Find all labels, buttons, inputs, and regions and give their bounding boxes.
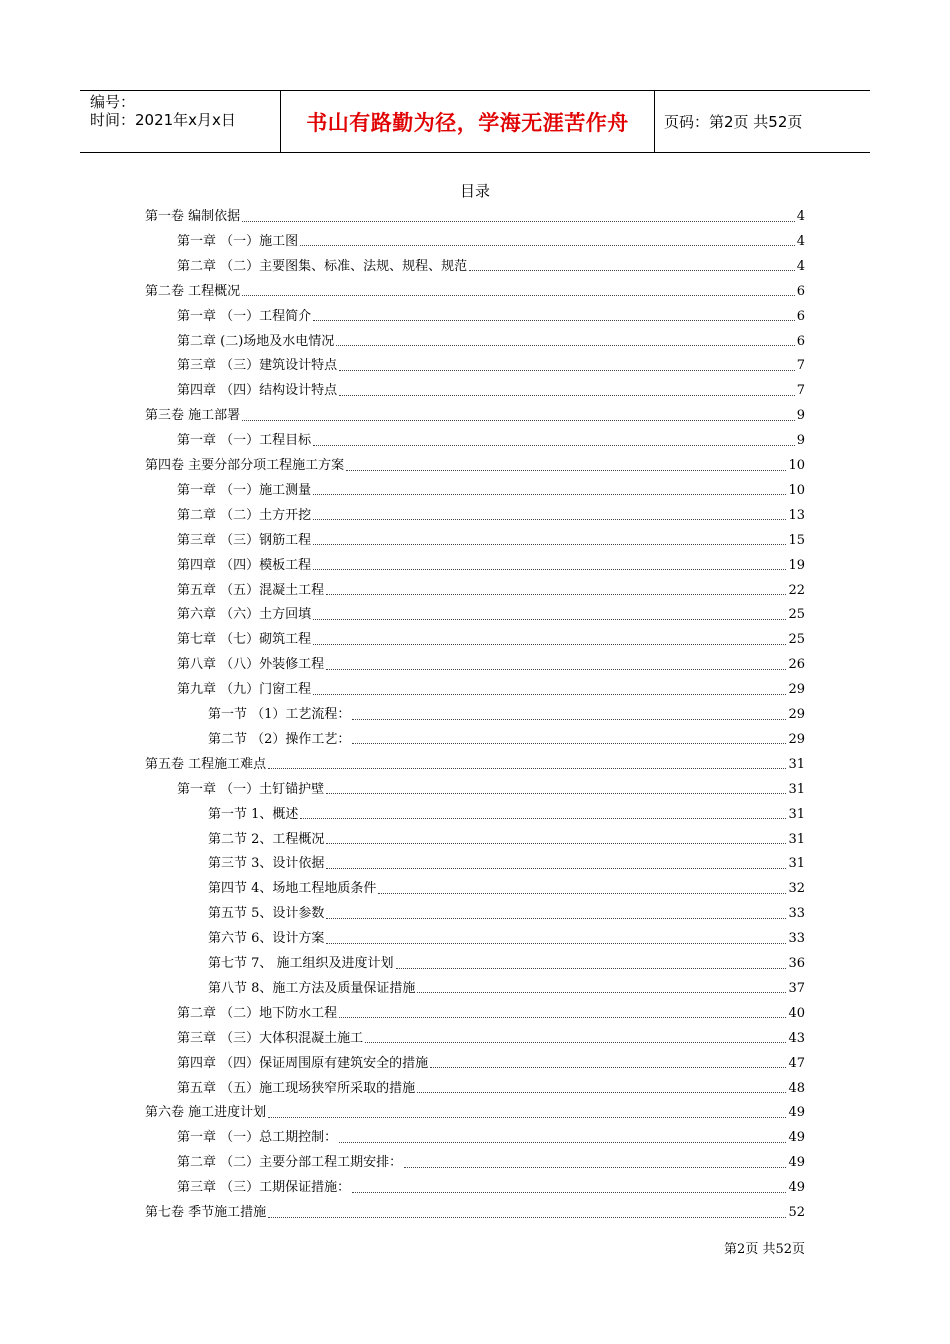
toc-entry-title: 第六卷 施工进度计划 [145, 1105, 267, 1121]
toc-dot-leader [339, 1134, 786, 1143]
toc-dot-leader [339, 1009, 786, 1018]
toc-entry-title: 第一节 （1）工艺流程： [208, 707, 351, 722]
toc-dot-leader [313, 437, 795, 446]
toc-dot-leader [326, 586, 786, 595]
toc-entry[interactable] [145, 1101, 805, 1123]
toc-dot-leader [313, 611, 786, 620]
toc-entry[interactable] [177, 603, 805, 625]
toc-entry[interactable] [145, 454, 805, 476]
toc-dot-leader [378, 885, 786, 894]
toc-entry-title: 第二章 (二)场地及水电情况 [177, 333, 335, 349]
toc-entry-title: 第六章 （六）土方回填 [177, 607, 312, 623]
toc-entry-title: 第一卷 编制依据 [145, 209, 241, 224]
toc-dot-leader [300, 237, 795, 246]
toc-entry-page: 40 [788, 1005, 805, 1021]
toc-entry-title: 第八章 （八）外装修工程 [177, 657, 325, 673]
toc-entry-title: 第二章 （二）主要分部工程工期安排： [177, 1155, 403, 1171]
toc-dot-leader [365, 1034, 786, 1043]
toc-dot-leader [326, 860, 786, 869]
toc-entry-title: 第一章 （一）工程简介 [177, 308, 312, 324]
toc-entry[interactable] [177, 504, 805, 526]
toc-entry-page: 33 [788, 931, 805, 947]
toc-entry-page: 52 [788, 1205, 805, 1220]
toc-entry[interactable] [177, 255, 805, 277]
toc-entry-title: 第四卷 主要分部分项工程施工方案 [145, 458, 345, 473]
toc-entry[interactable] [145, 753, 805, 775]
toc-entry-title: 第八节 8、施工方法及质量保证措施 [208, 980, 416, 996]
toc-entry[interactable] [177, 653, 805, 675]
toc-entry-title: 第一章 （一）施工测量 [177, 482, 312, 498]
toc-entry-page: 4 [796, 233, 805, 249]
toc-entry-page: 19 [788, 557, 805, 573]
toc-entry-title: 第四章 （四）结构设计特点 [177, 383, 338, 399]
toc-entry-page: 26 [788, 657, 805, 673]
toc-entry-page: 49 [788, 1180, 805, 1196]
toc-entry-page: 25 [788, 607, 805, 623]
toc-entry-title: 第五章 （五）混凝土工程 [177, 582, 325, 598]
toc-dot-leader [326, 785, 786, 794]
toc-entry-page: 22 [788, 582, 805, 598]
header-meta [90, 93, 285, 129]
toc-entry-page: 9 [796, 408, 805, 424]
toc-entry-page: 25 [788, 632, 805, 648]
toc-entry-page: 48 [788, 1080, 805, 1096]
toc-dot-leader [313, 511, 786, 520]
toc-dot-leader [313, 686, 786, 695]
toc-dot-leader [469, 262, 795, 271]
toc-dot-leader [326, 935, 786, 944]
header-motto: 书山有路勤为径，学海无涯苦作舟 [306, 110, 629, 135]
toc-entry-title: 第五章 （五）施工现场狭窄所采取的措施 [177, 1080, 416, 1096]
toc-dot-leader [242, 213, 795, 222]
toc-entry[interactable] [177, 305, 805, 327]
toc-entry-page: 7 [796, 358, 805, 374]
toc-entry-title: 第二章 （二）土方开挖 [177, 507, 312, 523]
toc-entry[interactable] [208, 728, 805, 750]
toc-entry-page: 36 [788, 956, 805, 971]
toc-entry-page: 49 [788, 1130, 805, 1146]
toc-dot-leader [339, 387, 795, 396]
toc-entry-title: 第四章 （四）保证周围原有建筑安全的措施 [177, 1055, 429, 1071]
toc-entry-title: 第三章 （三）建筑设计特点 [177, 358, 338, 374]
toc-entry-title: 第七节 7、 施工组织及进度计划 [208, 956, 394, 971]
toc-entry-page: 6 [796, 283, 805, 299]
toc-entry[interactable] [208, 977, 805, 999]
toc-entry-title: 第二节 （2）操作工艺： [208, 731, 351, 747]
toc-entry-page: 31 [788, 831, 805, 847]
toc-dot-leader [268, 760, 786, 769]
toc-entry[interactable] [208, 828, 805, 850]
toc-dot-leader [242, 287, 795, 296]
toc-entry[interactable] [177, 479, 805, 501]
toc-entry-page: 6 [796, 308, 805, 324]
toc-entry[interactable] [177, 379, 805, 401]
toc-entry-page: 47 [788, 1055, 805, 1071]
toc-entry-page: 37 [788, 980, 805, 996]
toc-entry-page: 29 [788, 707, 805, 722]
toc-entry-title: 第三章 （三）工期保证措施： [177, 1180, 351, 1196]
toc-entry-title: 第一章 （一）施工图 [177, 233, 299, 249]
toc-entry-title: 第一节 1、概述 [208, 806, 299, 822]
toc-entry-page: 49 [788, 1155, 805, 1171]
document-date-label: 时间：2021年x月x日 [90, 111, 236, 129]
toc-entry[interactable] [145, 205, 805, 227]
toc-entry[interactable] [177, 354, 805, 376]
toc-entry-title: 第七章 （七）砌筑工程 [177, 632, 312, 648]
toc-entry-title: 第二节 2、工程概况 [208, 831, 325, 847]
toc-entry[interactable] [177, 628, 805, 650]
toc-dot-leader [300, 810, 786, 819]
toc-entry[interactable] [177, 1176, 805, 1198]
header-page-number: 页码：第2页 共52页 [664, 113, 803, 131]
toc-entry[interactable] [208, 927, 805, 949]
toc-entry-page: 13 [788, 507, 805, 523]
toc-entry-title: 第二章 （二）主要图集、标准、法规、规程、规范 [177, 258, 468, 274]
toc-entry-title: 第六节 6、设计方案 [208, 931, 325, 947]
toc-dot-leader [313, 536, 786, 545]
toc-entry-title: 第一章 （一）工程目标 [177, 433, 312, 449]
toc-entry-title: 第一章 （一）土钉锚护壁 [177, 781, 325, 797]
toc-entry[interactable] [177, 778, 805, 800]
toc-dot-leader [336, 337, 794, 346]
toc-entry-page: 49 [788, 1105, 805, 1121]
toc-entry[interactable] [177, 579, 805, 601]
toc-dot-leader [417, 984, 786, 993]
toc-dot-leader [268, 1109, 786, 1118]
toc-entry[interactable] [177, 1052, 805, 1074]
toc-dot-leader [313, 486, 786, 495]
toc-entry-page: 4 [796, 258, 805, 274]
toc-dot-leader [352, 1184, 786, 1193]
toc-entry[interactable] [177, 230, 805, 252]
toc-entry[interactable] [177, 1151, 805, 1173]
toc-dot-leader [417, 1084, 786, 1093]
toc-entry-page: 31 [788, 756, 805, 772]
toc-entry-page: 29 [788, 682, 805, 698]
toc-entry-title: 第三章 （三）钢筋工程 [177, 532, 312, 548]
toc-entry-page: 10 [788, 482, 805, 498]
toc-entry-title: 第五卷 工程施工难点 [145, 756, 267, 772]
toc-dot-leader [352, 711, 786, 720]
toc-entry-page: 33 [788, 906, 805, 922]
toc-entry-page: 10 [788, 458, 805, 473]
toc-entry-page: 4 [796, 209, 805, 224]
toc-entry[interactable] [208, 852, 805, 874]
toc-entry-title: 第九章 （九）门窗工程 [177, 682, 312, 698]
toc-entry-title: 第四章 （四）模板工程 [177, 557, 312, 573]
toc-entry[interactable] [177, 1002, 805, 1024]
toc-entry[interactable] [177, 678, 805, 700]
toc-entry-page: 15 [788, 532, 805, 548]
toc-dot-leader [313, 312, 795, 321]
toc-entry[interactable] [177, 429, 805, 451]
toc-dot-leader [396, 960, 787, 969]
toc-entry-title: 第五节 5、设计参数 [208, 906, 325, 922]
toc-entry[interactable] [177, 330, 805, 352]
toc-entry-title: 第三卷 施工部署 [145, 408, 241, 424]
toc-entry[interactable] [177, 1027, 805, 1049]
toc-dot-leader [346, 462, 786, 471]
toc-dot-leader [313, 636, 786, 645]
toc-entry[interactable] [208, 952, 805, 974]
toc-dot-leader [326, 910, 786, 919]
toc-entry-page: 29 [788, 731, 805, 747]
toc-entry[interactable] [177, 554, 805, 576]
toc-dot-leader [326, 661, 786, 670]
toc-entry[interactable] [177, 1077, 805, 1099]
page-footer: 第2页 共52页 [724, 1242, 805, 1257]
toc-dot-leader [352, 735, 786, 744]
toc-entry-page: 31 [788, 781, 805, 797]
toc-dot-leader [339, 362, 795, 371]
toc-entry-title: 第一章 （一）总工期控制： [177, 1130, 338, 1146]
toc-entry-page: 31 [788, 806, 805, 822]
toc-entry[interactable] [208, 703, 805, 725]
toc-entry[interactable] [208, 902, 805, 924]
toc-dot-leader [404, 1159, 786, 1168]
toc-entry-title: 第三章 （三）大体积混凝土施工 [177, 1030, 364, 1046]
toc-entry[interactable] [208, 877, 805, 899]
header-divider [654, 91, 655, 152]
toc-entry-page: 7 [796, 383, 805, 399]
toc-entry[interactable] [208, 803, 805, 825]
toc-entry-title: 第二章 （二）地下防水工程 [177, 1005, 338, 1021]
document-number-label: 编号： [90, 93, 136, 111]
toc-entry[interactable] [145, 280, 805, 302]
toc-entry[interactable] [145, 404, 805, 426]
toc-dot-leader [242, 412, 795, 421]
toc-dot-leader [313, 561, 786, 570]
toc-dot-leader [268, 1209, 786, 1218]
toc-dot-leader [326, 835, 786, 844]
toc-entry[interactable] [177, 529, 805, 551]
toc-entry-page: 32 [788, 881, 805, 897]
toc-dot-leader [430, 1059, 786, 1068]
toc-entry-title: 第三节 3、设计依据 [208, 856, 325, 872]
toc-entry-title: 第七卷 季节施工措施 [145, 1205, 267, 1220]
toc-entry-page: 43 [788, 1030, 805, 1046]
toc-entry-page: 6 [796, 333, 805, 349]
toc-entry-page: 9 [796, 433, 805, 449]
toc-entry[interactable] [177, 1126, 805, 1148]
toc-entry-page: 31 [788, 856, 805, 872]
toc-entry-title: 第二卷 工程概况 [145, 283, 241, 299]
page-header [80, 90, 870, 153]
toc-title: 目录 [459, 182, 490, 200]
toc-entry-title: 第四节 4、场地工程地质条件 [208, 881, 377, 897]
toc-entry[interactable] [145, 1201, 805, 1223]
